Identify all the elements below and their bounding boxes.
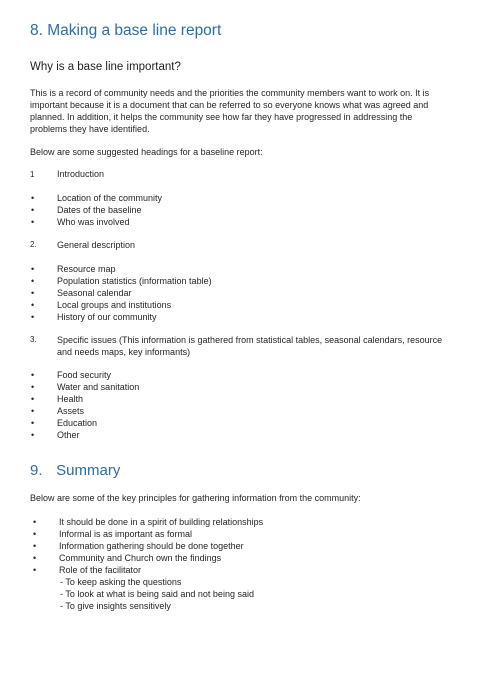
list-item: Health bbox=[57, 394, 84, 404]
list-item: Community and Church own the findings bbox=[59, 553, 222, 563]
section-8-subtitle: Why is a base line important? bbox=[30, 61, 181, 73]
headings-intro: Below are some suggested headings for a baseline report: bbox=[30, 147, 263, 157]
part-heading-line-2: and needs maps, key informants) bbox=[57, 347, 191, 357]
intro-line-2: important because it is a document that can be referred to so everyone knows what was agreed and bbox=[30, 100, 429, 110]
bullet-icon: • bbox=[33, 565, 37, 575]
bullet-icon: • bbox=[33, 517, 37, 527]
bullet-icon: • bbox=[31, 312, 35, 322]
bullet-icon: • bbox=[31, 300, 35, 310]
bullet-icon: • bbox=[31, 288, 35, 298]
sub-list-item: - To look at what is being said and not being said bbox=[60, 589, 254, 599]
part-heading-line-1: Specific issues (This information is gathered from statistical tables, seasonal calendars, resource bbox=[57, 335, 443, 345]
intro-line-1: This is a record of community needs and the priorities the community members want to work on. It is bbox=[30, 88, 430, 98]
list-item: Dates of the baseline bbox=[57, 205, 142, 215]
bullet-icon: • bbox=[31, 264, 35, 274]
list-item: Information gathering should be done together bbox=[59, 541, 244, 551]
bullet-icon: • bbox=[31, 276, 35, 286]
intro-line-4: problems they have identified. bbox=[30, 124, 150, 134]
bullet-icon: • bbox=[31, 430, 35, 440]
bullet-icon: • bbox=[31, 418, 35, 428]
sub-list-item: - To keep asking the questions bbox=[60, 577, 182, 587]
list-item: Population statistics (information table) bbox=[57, 276, 212, 286]
section-8-title: 8. Making a base line report bbox=[30, 22, 222, 39]
list-item: Location of the community bbox=[57, 193, 163, 203]
bullet-icon: • bbox=[31, 370, 35, 380]
part-number: 1 bbox=[30, 170, 35, 179]
list-item: Assets bbox=[57, 406, 85, 416]
summary-intro: Below are some of the key principles for gathering information from the community: bbox=[30, 493, 361, 503]
sub-list-item: - To give insights sensitively bbox=[60, 601, 171, 611]
bullet-icon: • bbox=[33, 529, 37, 539]
part-number: 2. bbox=[30, 240, 37, 249]
list-item: Who was involved bbox=[57, 217, 130, 227]
list-item: Role of the facilitator bbox=[59, 565, 142, 575]
list-item: Water and sanitation bbox=[57, 382, 140, 392]
bullet-icon: • bbox=[31, 382, 35, 392]
list-item: Local groups and institutions bbox=[57, 300, 172, 310]
part-heading: Introduction bbox=[57, 169, 105, 179]
intro-line-3: planned. In addition, it helps the community see how far they have progressed in addressing the bbox=[30, 112, 413, 122]
list-item: Food security bbox=[57, 370, 112, 380]
list-item: Resource map bbox=[57, 264, 116, 274]
list-item: It should be done in a spirit of building relationships bbox=[59, 517, 264, 527]
list-item: Education bbox=[57, 418, 98, 428]
list-item: History of our community bbox=[57, 312, 157, 322]
bullet-icon: • bbox=[31, 193, 35, 203]
bullet-icon: • bbox=[33, 553, 37, 563]
bullet-icon: • bbox=[33, 541, 37, 551]
bullet-icon: • bbox=[31, 205, 35, 215]
bullet-icon: • bbox=[31, 394, 35, 404]
section-9-title-text: Summary bbox=[56, 462, 121, 479]
bullet-icon: • bbox=[31, 217, 35, 227]
part-heading: General description bbox=[57, 240, 136, 250]
list-item: Informal is as important as formal bbox=[59, 529, 193, 539]
section-9-number: 9. bbox=[30, 462, 43, 479]
list-item: Other bbox=[57, 430, 80, 440]
part-number: 3. bbox=[30, 335, 37, 344]
list-item: Seasonal calendar bbox=[57, 288, 132, 298]
section-9-title bbox=[30, 462, 120, 479]
bullet-icon: • bbox=[31, 406, 35, 416]
